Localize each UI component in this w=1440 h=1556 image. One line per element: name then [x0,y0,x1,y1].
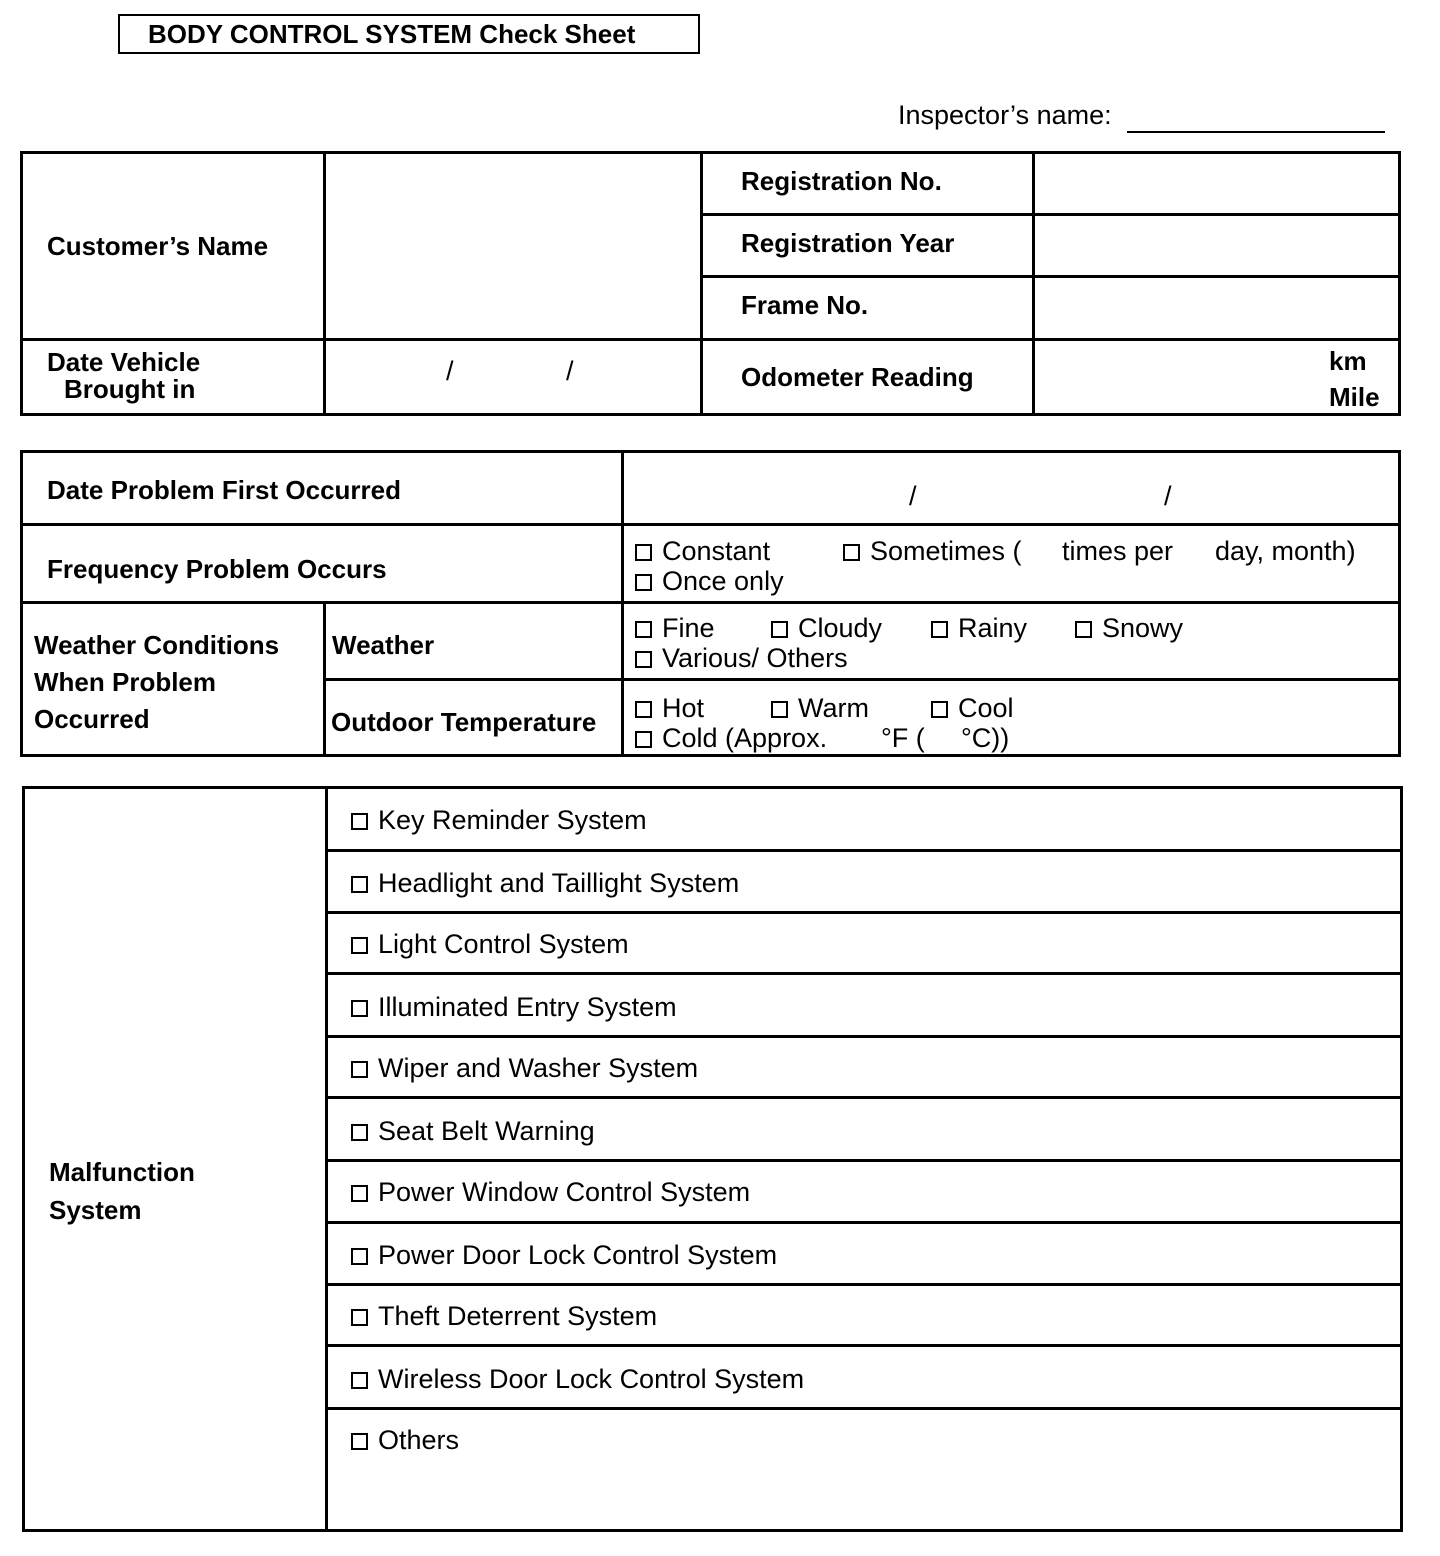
date-first-occurred-field[interactable] [624,453,1398,523]
checkbox[interactable] [931,621,948,638]
option-snowy[interactable]: Snowy [1075,614,1183,644]
option-rainy[interactable]: Rainy [931,614,1027,644]
checkbox[interactable] [351,1061,368,1078]
problem-conditions-table [20,450,1401,757]
vehicle-info-table [20,151,1401,416]
checkbox[interactable] [771,621,788,638]
temperature-fahrenheit-text: °F ( [881,723,925,753]
temperature-celsius-text: °C)) [961,723,1010,753]
option-cold[interactable]: Cold (Approx. [635,724,827,754]
date-brought-in-field[interactable] [326,341,700,413]
system-power-window[interactable]: Power Window Control System [351,1178,750,1208]
registration-no-label: Registration No. [741,166,942,196]
system-wiper-washer[interactable]: Wiper and Washer System [351,1054,698,1084]
system-light-control[interactable]: Light Control System [351,930,629,960]
date-separator: / [446,356,454,386]
customer-name-field[interactable] [326,154,700,338]
registration-no-field[interactable] [1035,154,1398,213]
checkbox[interactable] [635,621,652,638]
date-brought-in-label: Date Vehicle Brought in [47,347,201,404]
option-cool[interactable]: Cool [931,694,1014,724]
option-fine[interactable]: Fine [635,614,715,644]
date-separator: / [566,356,574,386]
checkbox[interactable] [351,813,368,830]
checkbox[interactable] [635,544,652,561]
odometer-reading-label: Odometer Reading [741,362,974,392]
frequency-label: Frequency Problem Occurs [47,554,387,584]
checkbox[interactable] [351,1372,368,1389]
malfunction-system-table [22,786,1403,1532]
date-separator: / [909,481,917,511]
system-illuminated-entry[interactable]: Illuminated Entry System [351,993,677,1023]
option-constant[interactable]: Constant [635,537,770,567]
system-headlight-taillight[interactable]: Headlight and Taillight System [351,869,739,899]
times-per-text: times per [1062,536,1174,566]
system-power-door-lock[interactable]: Power Door Lock Control System [351,1241,777,1271]
checkbox[interactable] [635,731,652,748]
checkbox[interactable] [351,1124,368,1141]
system-wireless-door-lock[interactable]: Wireless Door Lock Control System [351,1365,804,1395]
sheet-title: BODY CONTROL SYSTEM Check Sheet [118,14,700,54]
unit-km: km [1329,346,1367,376]
date-separator: / [1164,481,1172,511]
date-first-occurred-label: Date Problem First Occurred [47,475,401,505]
checkbox[interactable] [351,1248,368,1265]
weather-conditions-label: Weather Conditions When Problem Occurred [34,630,280,734]
option-once-only[interactable]: Once only [635,567,784,597]
checkbox[interactable] [351,1000,368,1017]
frame-no-field[interactable] [1035,278,1398,338]
checkbox[interactable] [635,651,652,668]
system-theft-deterrent[interactable]: Theft Deterrent System [351,1302,657,1332]
system-seat-belt-warning[interactable]: Seat Belt Warning [351,1117,595,1147]
system-key-reminder[interactable]: Key Reminder System [351,806,647,836]
option-various-others[interactable]: Various/ Others [635,644,848,674]
unit-mile: Mile [1329,382,1380,412]
option-hot[interactable]: Hot [635,694,704,724]
checkbox[interactable] [1075,621,1092,638]
checkbox[interactable] [931,701,948,718]
registration-year-field[interactable] [1035,216,1398,275]
checkbox[interactable] [351,1309,368,1326]
option-sometimes[interactable]: Sometimes ( [843,537,1022,567]
inspector-name-label: Inspector’s name: [898,100,1112,130]
checkbox[interactable] [771,701,788,718]
day-month-text: day, month) [1215,536,1356,566]
outdoor-temperature-label: Outdoor Temperature [331,707,597,737]
frame-no-label: Frame No. [741,290,869,320]
checkbox[interactable] [351,937,368,954]
weather-label: Weather [332,630,435,660]
malfunction-system-label: Malfunction System [49,1157,195,1225]
registration-year-label: Registration Year [741,228,955,258]
checkbox[interactable] [351,1185,368,1202]
option-warm[interactable]: Warm [771,694,869,724]
inspector-name-field[interactable] [1127,131,1385,133]
checkbox[interactable] [635,701,652,718]
checkbox[interactable] [351,876,368,893]
checkbox[interactable] [843,544,860,561]
system-others[interactable]: Others [351,1426,459,1456]
customer-name-label: Customer’s Name [47,231,269,261]
checkbox[interactable] [351,1433,368,1450]
option-cloudy[interactable]: Cloudy [771,614,882,644]
checkbox[interactable] [635,574,652,591]
